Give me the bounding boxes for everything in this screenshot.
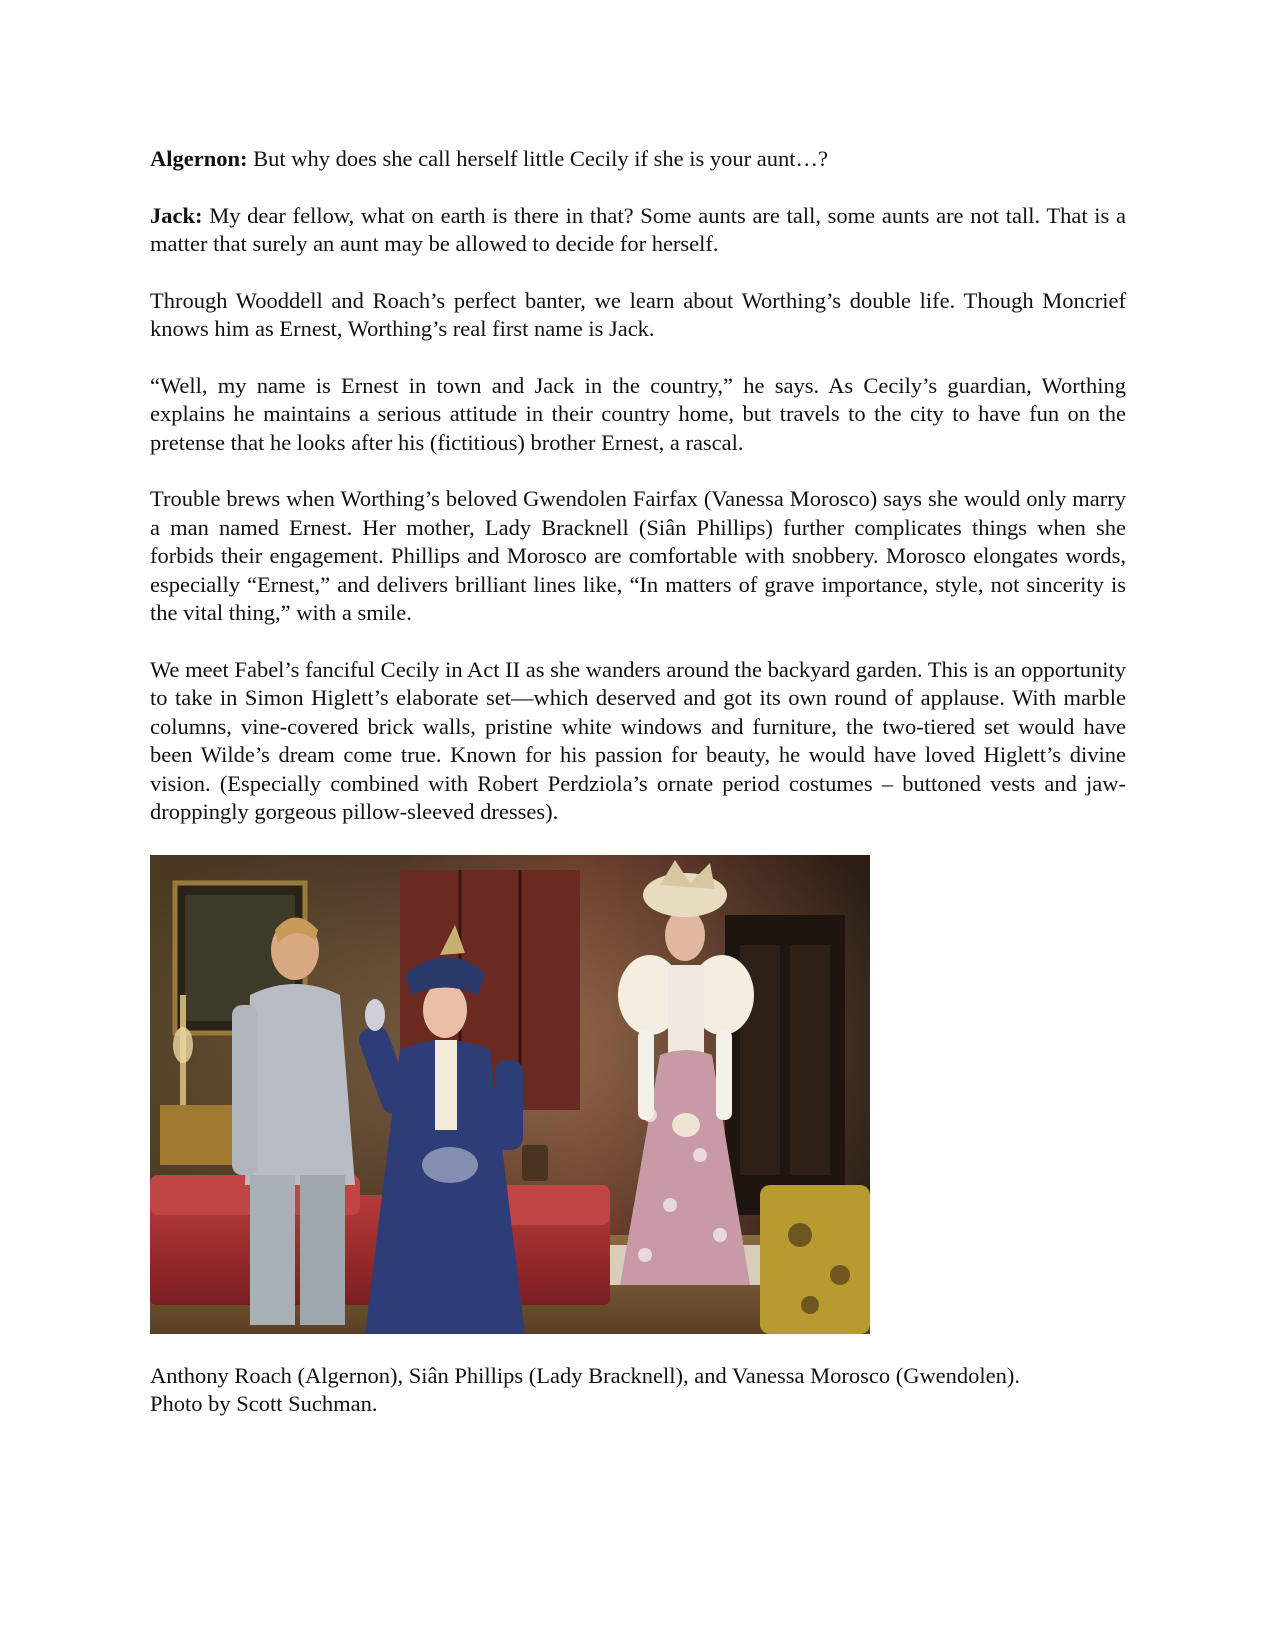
dialogue-line-jack	[150, 202, 1126, 259]
body-paragraph: “Well, my name is Ernest in town and Jack in the country,” he says. As Cecily’s guardian, Worthing explains he maintains a serious attitude in their country home, but travels to the city to have fun on the pretense that he looks after his (fictitious) brother Ernest, a rascal.	[150, 372, 1126, 455]
dialogue-text: My dear fellow, what on earth is there in that? Some aunts are tall, some aunts are not tall. That is a matter that surely an aunt may be allowed to decide for herself.	[150, 202, 1127, 256]
body-paragraph: Through Wooddell and Roach’s perfect banter, we learn about Worthing’s double life. Though Moncrief knows him as Ernest, Worthing’s real first name is Jack.	[150, 287, 1126, 341]
photo-credit: Photo by Scott Suchman.	[150, 1391, 378, 1416]
dialogue-line-algernon	[150, 145, 1126, 174]
article-page	[150, 145, 1126, 1419]
dialogue-text: But why does she call herself little Cecily if she is your aunt…?	[253, 146, 828, 171]
production-photo	[150, 855, 870, 1334]
speaker-name: Algernon:	[150, 146, 248, 171]
photo-caption	[150, 1362, 1126, 1419]
body-paragraph: Trouble brews when Worthing’s beloved Gwendolen Fairfax (Vanessa Morosco) says she would only marry a man named Ernest. Her mother, Lady Bracknell (Siân Phillips) further complicates things when she forbids their engagement. Phillips and Morosco are comfortable with snobbery. Morosco elongates words, especially “Ernest,” and delivers brilliant lines like, “In matters of grave importance, style, not sincerity is the vital thing,” with a smile.	[150, 486, 1126, 625]
caption-credits: Anthony Roach (Algernon), Siân Phillips (Lady Bracknell), and Vanessa Morosco (Gwendolen).	[150, 1362, 1021, 1388]
body-paragraph: We meet Fabel’s fanciful Cecily in Act II as she wanders around the backyard garden. This is an opportunity to take in Simon Higlett’s elaborate set—which deserved and got its own round of applause. With marble columns, vine-covered brick walls, pristine white windows and furniture, the two-tiered set would have been Wilde’s dream come true. Known for his passion for beauty, he would have loved Higlett’s divine vision. (Especially combined with Robert Perdziola’s ornate period costumes – buttoned vests and jaw-droppingly gorgeous pillow-sleeved dresses).	[150, 656, 1126, 824]
speaker-name: Jack:	[150, 202, 203, 228]
